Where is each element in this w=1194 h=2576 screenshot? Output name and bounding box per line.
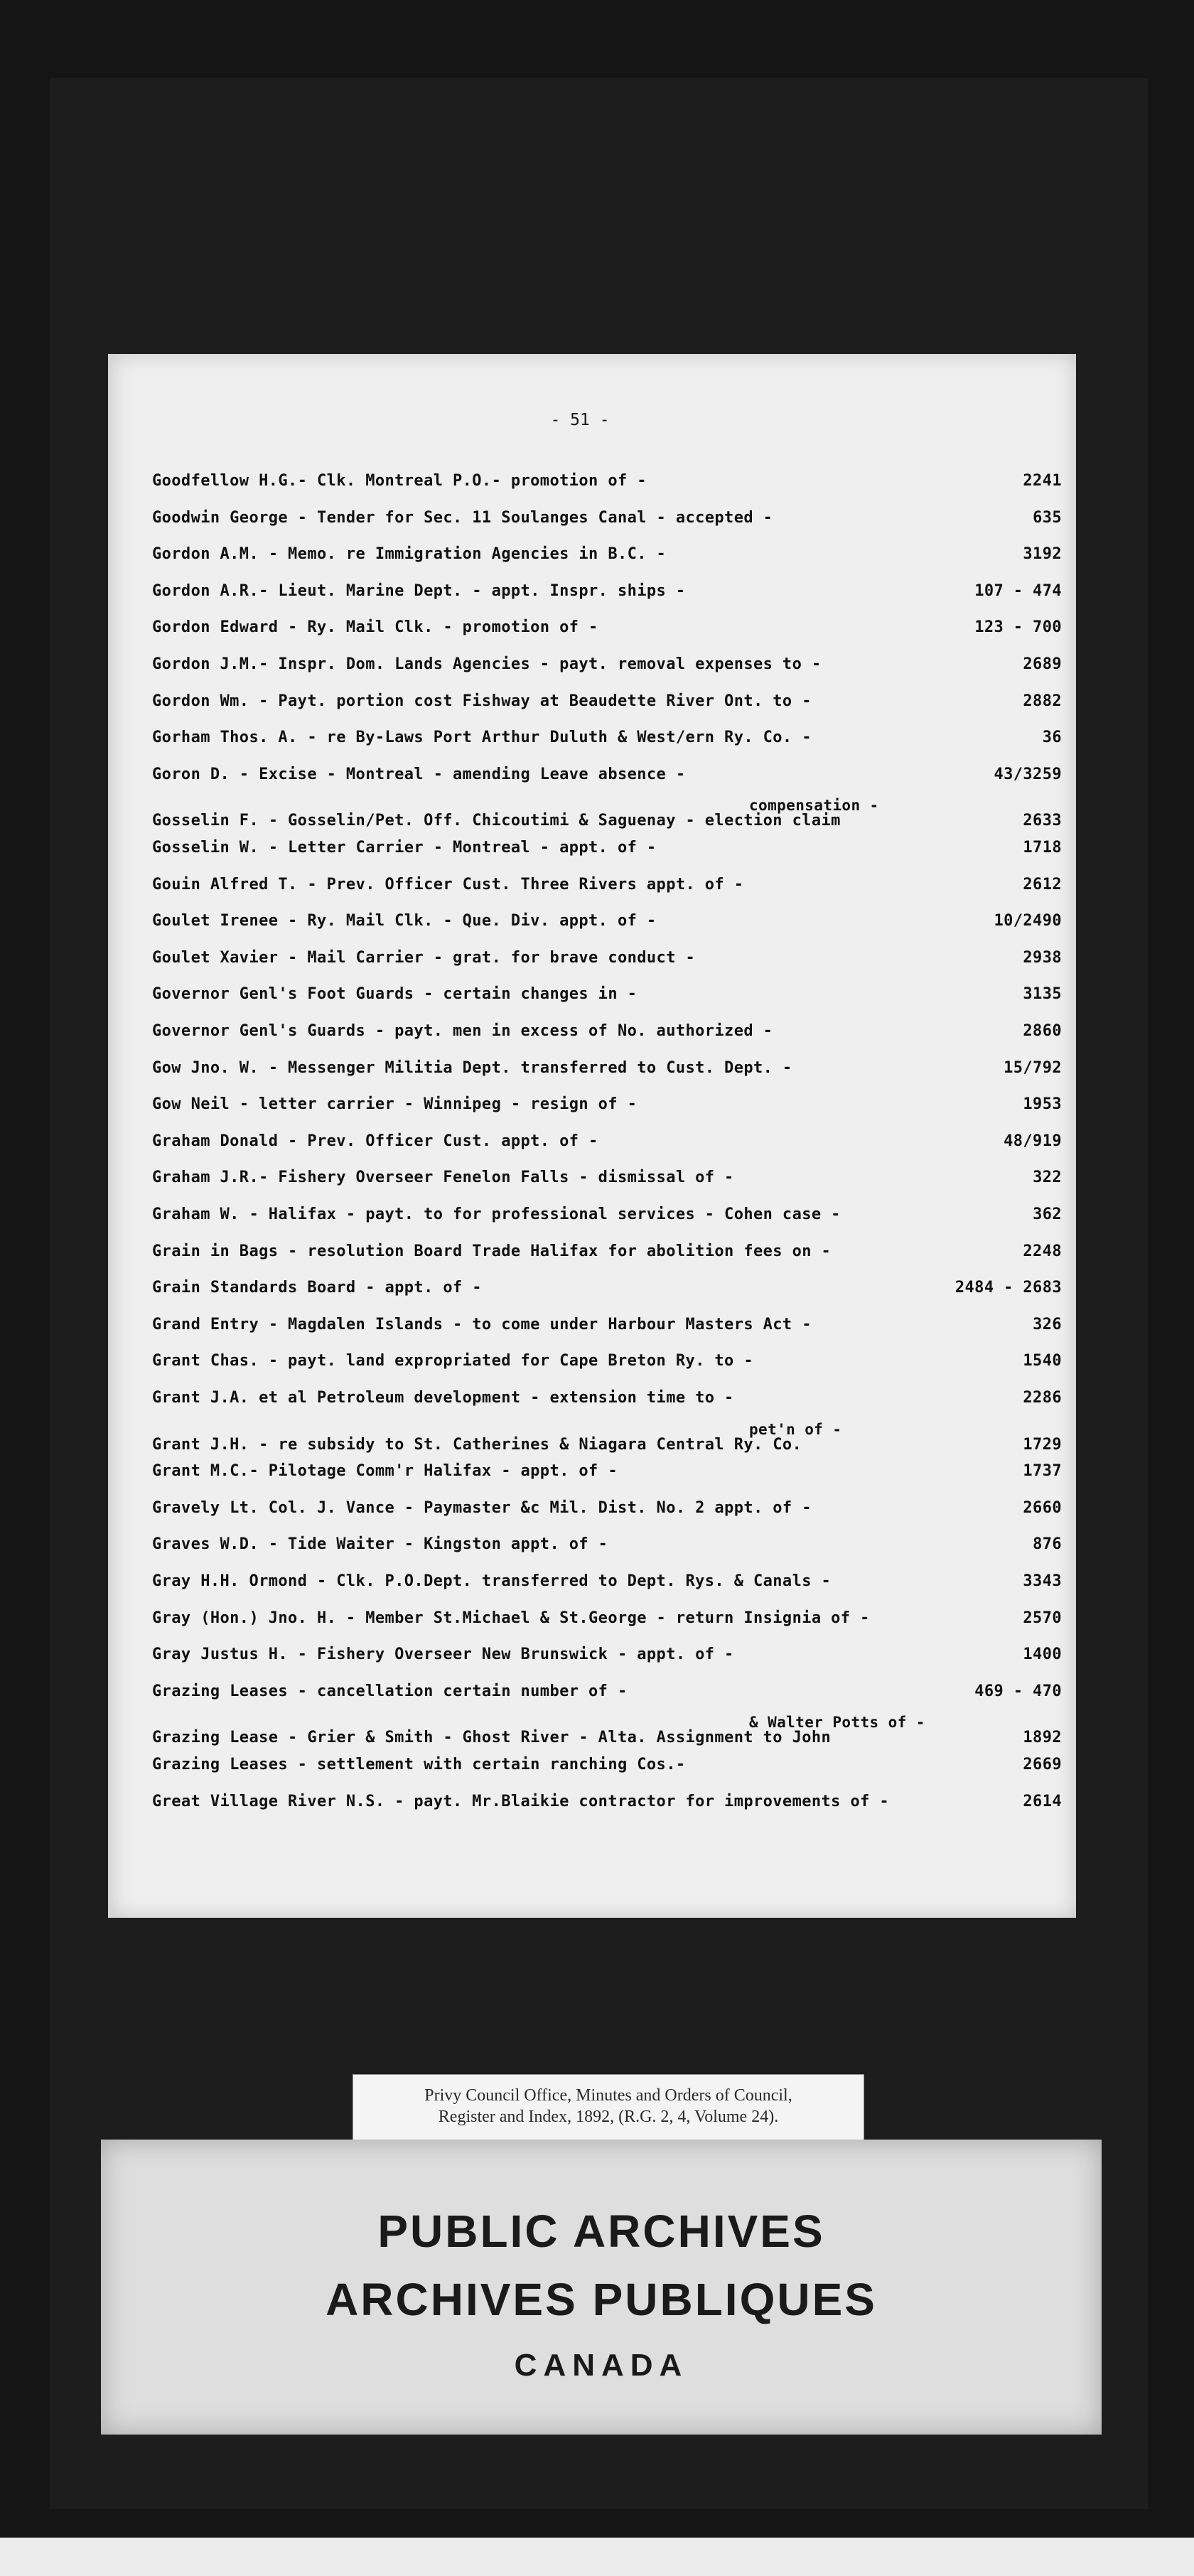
entry-text: Gordon Wm. - Payt. portion cost Fishway at Beaudette River Ont. to - xyxy=(152,692,812,710)
entry-reference-number: 2633 xyxy=(1023,812,1062,830)
page-number: - 51 - xyxy=(550,411,610,429)
caption-line-2: Register and Index, 1892, (R.G. 2, 4, Volume 24). xyxy=(438,2108,779,2126)
entry-text: Gordon A.M. - Memo. re Immigration Agencies in B.C. - xyxy=(152,545,667,564)
entry-reference-number: 362 xyxy=(1033,1206,1062,1223)
stamp-archives-publiques: ARCHIVES PUBLIQUES xyxy=(326,2274,877,2325)
index-entry xyxy=(152,685,1062,719)
archive-caption-label xyxy=(353,2074,864,2143)
entry-text: Gordon Edward - Ry. Mail Clk. - promotion of - xyxy=(152,618,598,637)
entry-reference-number: 2689 xyxy=(1023,655,1062,673)
stamp-public-archives: PUBLIC ARCHIVES xyxy=(377,2206,825,2257)
entry-text: Gordon J.M.- Inspr. Dom. Lands Agencies - payt. removal expenses to - xyxy=(152,655,822,673)
entry-reference-number: 2484 - 2683 xyxy=(954,1279,1062,1297)
index-entry xyxy=(152,1565,1062,1599)
entry-text: Gouin Alfred T. - Prev. Officer Cust. Three Rivers appt. of - xyxy=(152,875,744,893)
caption-line-1: Privy Council Office, Minutes and Orders of Council, xyxy=(424,2086,792,2105)
index-entry xyxy=(152,1454,1062,1488)
index-entry xyxy=(152,1271,1062,1305)
entry-reference-number: 322 xyxy=(1033,1169,1062,1187)
index-entry xyxy=(152,611,1062,645)
entry-text: Grant J.H. - re subsidy to St. Catherines & Niagara Central Ry. Co. xyxy=(152,1435,802,1454)
entry-reference-number: 635 xyxy=(1033,508,1062,527)
index-entry xyxy=(152,1014,1062,1048)
entry-reference-number: 1729 xyxy=(1023,1435,1062,1454)
index-entry xyxy=(152,1051,1062,1085)
entry-text: Grant Chas. - payt. land expropriated for Cape Breton Ry. to - xyxy=(152,1352,753,1370)
entry-text: Grazing Leases - cancellation certain number of - xyxy=(152,1682,628,1700)
entry-reference-number: 876 xyxy=(1033,1535,1062,1554)
entry-reference-number: 1718 xyxy=(1023,839,1062,857)
index-entry xyxy=(152,1088,1062,1122)
index-entry xyxy=(152,868,1062,902)
entry-text: Graham J.R.- Fishery Overseer Fenelon Falls - dismissal of - xyxy=(152,1169,734,1187)
entry-reference-number: 3135 xyxy=(1023,985,1062,1004)
index-entry xyxy=(152,1381,1062,1415)
entry-continuation: pet'n of - xyxy=(749,1420,842,1438)
entry-text: Grain Standards Board - appt. of - xyxy=(152,1279,482,1297)
index-entry xyxy=(152,831,1062,865)
index-entry xyxy=(152,1125,1062,1159)
entry-text: Great Village River N.S. - payt. Mr.Blaikie contractor for improvements of - xyxy=(152,1792,890,1810)
entry-text: Grazing Leases - settlement with certain ranching Cos.- xyxy=(152,1756,686,1773)
entry-reference-number: 2669 xyxy=(1023,1756,1062,1773)
index-entry xyxy=(152,1161,1062,1195)
entry-reference-number: 2660 xyxy=(1023,1498,1062,1517)
entry-text: Grain in Bags - resolution Board Trade Halifax for abolition fees on - xyxy=(152,1242,832,1260)
index-entry xyxy=(152,648,1062,682)
entry-text: Graham W. - Halifax - payt. to for professional services - Cohen case - xyxy=(152,1206,841,1223)
index-entry xyxy=(152,941,1062,975)
entry-text: Goodfellow H.G.- Clk. Montreal P.O.- promotion of - xyxy=(152,472,647,490)
entry-reference-number: 326 xyxy=(1033,1315,1062,1333)
archives-stamp-card xyxy=(101,2140,1102,2435)
index-entry xyxy=(152,1638,1062,1672)
entry-reference-number: 2248 xyxy=(1023,1242,1062,1260)
entry-text: Goodwin George - Tender for Sec. 11 Soulanges Canal - accepted - xyxy=(152,508,773,527)
entry-text: Graham Donald - Prev. Officer Cust. appt. of - xyxy=(152,1132,598,1150)
index-entry xyxy=(152,1748,1062,1782)
entry-text: Gray H.H. Ormond - Clk. P.O.Dept. transferred to Dept. Rys. & Canals - xyxy=(152,1572,832,1590)
entry-text: Gray Justus H. - Fishery Overseer New Brunswick - appt. of - xyxy=(152,1646,734,1664)
stamp-canada: CANADA xyxy=(514,2348,689,2383)
entry-text: Goron D. - Excise - Montreal - amending Leave absence - xyxy=(152,765,686,783)
entry-reference-number: 2286 xyxy=(1023,1389,1062,1407)
entry-reference-number: 3343 xyxy=(1023,1572,1062,1590)
entry-reference-number: 123 - 700 xyxy=(974,618,1062,637)
index-entry xyxy=(152,1198,1062,1232)
index-entry xyxy=(152,1308,1062,1342)
index-entry xyxy=(152,1528,1062,1562)
entry-text: Gosselin W. - Letter Carrier - Montreal - appt. of - xyxy=(152,839,657,857)
entry-reference-number: 3192 xyxy=(1023,545,1062,564)
index-entry xyxy=(152,1675,1062,1709)
entry-text: Gray (Hon.) Jno. H. - Member St.Michael & St.George - return Insignia of - xyxy=(152,1609,870,1627)
entry-text: Gow Jno. W. - Messenger Militia Dept. transferred to Cust. Dept. - xyxy=(152,1058,792,1077)
entry-text: Grazing Lease - Grier & Smith - Ghost River - Alta. Assignment to John xyxy=(152,1729,832,1747)
entry-text: Governor Genl's Foot Guards - certain changes in - xyxy=(152,985,638,1004)
entry-text: Grand Entry - Magdalen Islands - to come under Harbour Masters Act - xyxy=(152,1315,812,1333)
entry-reference-number: 2882 xyxy=(1023,692,1062,710)
index-entry xyxy=(152,758,1062,792)
entry-text: Grant M.C.- Pilotage Comm'r Halifax - appt. of - xyxy=(152,1462,618,1481)
index-page xyxy=(108,354,1076,1918)
entry-text: Graves W.D. - Tide Waiter - Kingston appt. of - xyxy=(152,1535,608,1554)
entry-text: Goulet Xavier - Mail Carrier - grat. for brave conduct - xyxy=(152,948,696,967)
entry-text: Goulet Irenee - Ry. Mail Clk. - Que. Div. appt. of - xyxy=(152,912,657,930)
entry-text: Gow Neil - letter carrier - Winnipeg - resign of - xyxy=(152,1095,638,1114)
entry-text: Gorham Thos. A. - re By-Laws Port Arthur Duluth & West/ern Ry. Co. - xyxy=(152,729,812,747)
index-entry xyxy=(152,1785,1062,1819)
index-entry xyxy=(152,1235,1062,1269)
index-entry xyxy=(152,1344,1062,1378)
entry-text: Grant J.A. et al Petroleum development - extension time to - xyxy=(152,1389,734,1407)
entry-reference-number: 43/3259 xyxy=(994,765,1062,783)
index-entry xyxy=(152,721,1062,755)
entry-text: Governor Genl's Guards - payt. men in excess of No. authorized - xyxy=(152,1022,773,1040)
bottom-strip xyxy=(0,2538,1194,2576)
entry-text: Gosselin F. - Gosselin/Pet. Off. Chicoutimi & Saguenay - election claim xyxy=(152,812,841,830)
entry-reference-number: 2241 xyxy=(1023,472,1062,490)
entry-reference-number: 2570 xyxy=(1023,1609,1062,1627)
index-entry xyxy=(152,574,1062,608)
entry-reference-number: 2938 xyxy=(1023,948,1062,967)
entry-reference-number: 469 - 470 xyxy=(974,1682,1062,1700)
entry-reference-number: 15/792 xyxy=(1004,1058,1062,1077)
index-entry xyxy=(152,464,1062,498)
entry-text: Gordon A.R.- Lieut. Marine Dept. - appt. Inspr. ships - xyxy=(152,581,686,600)
entry-reference-number: 2614 xyxy=(1023,1792,1062,1810)
entry-reference-number: 1953 xyxy=(1023,1095,1062,1114)
entry-reference-number: 1400 xyxy=(1023,1646,1062,1664)
index-entry xyxy=(152,1601,1062,1636)
entry-reference-number: 1892 xyxy=(1023,1729,1062,1747)
entry-reference-number: 48/919 xyxy=(1004,1132,1062,1150)
index-entry xyxy=(152,501,1062,535)
entry-reference-number: 107 - 474 xyxy=(974,581,1062,600)
entry-continuation: compensation - xyxy=(749,797,879,815)
index-entry xyxy=(152,904,1062,938)
entry-reference-number: 1737 xyxy=(1023,1462,1062,1481)
index-entry xyxy=(152,1491,1062,1525)
entry-text: Gravely Lt. Col. J. Vance - Paymaster &c Mil. Dist. No. 2 appt. of - xyxy=(152,1498,812,1517)
entry-reference-number: 2612 xyxy=(1023,875,1062,893)
index-entry xyxy=(152,977,1062,1011)
entry-reference-number: 2860 xyxy=(1023,1022,1062,1040)
entry-reference-number: 36 xyxy=(1042,729,1062,747)
index-entry xyxy=(152,537,1062,571)
entry-reference-number: 1540 xyxy=(1023,1352,1062,1370)
entry-reference-number: 10/2490 xyxy=(994,912,1062,930)
entry-continuation: & Walter Potts of - xyxy=(749,1714,925,1732)
